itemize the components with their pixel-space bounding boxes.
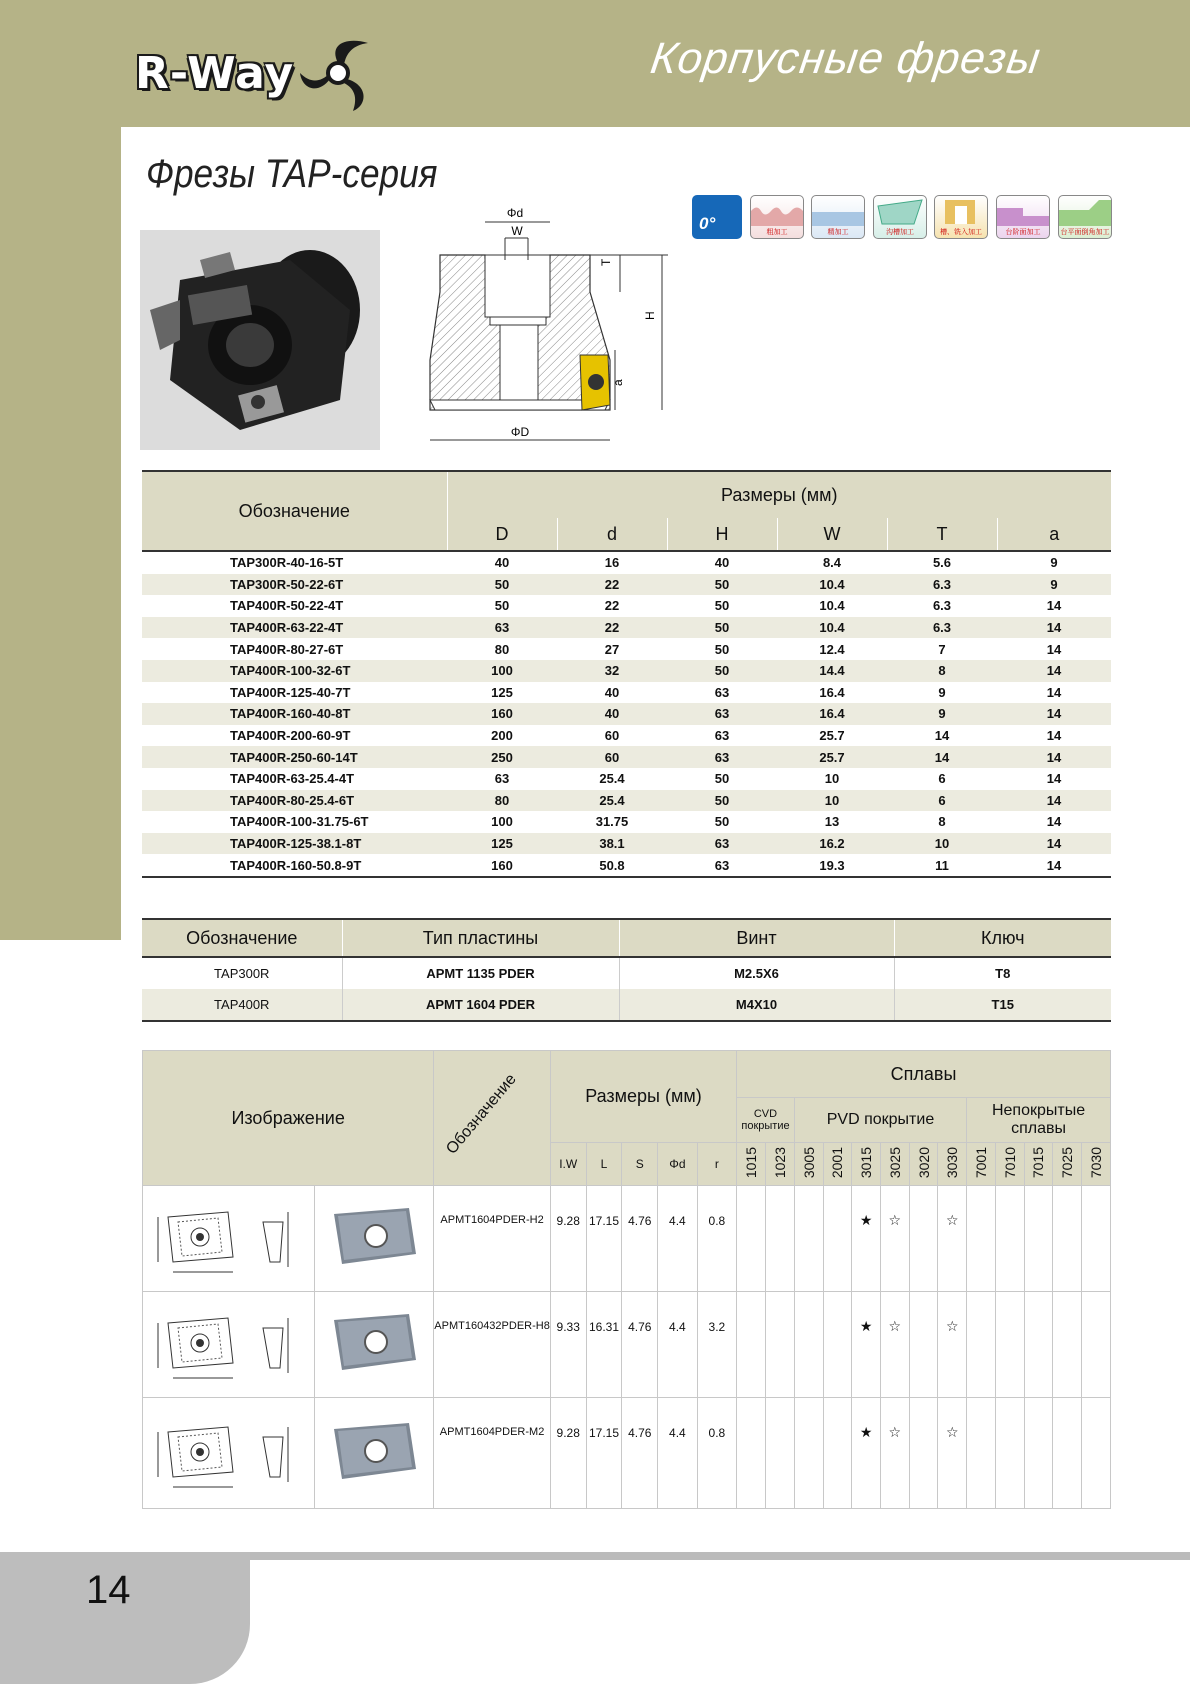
dims-value-cell: 63 — [667, 703, 777, 725]
dims-row — [142, 703, 1111, 725]
insert-grade-cell — [794, 1292, 823, 1398]
label-a: a — [611, 379, 625, 386]
dims-designation-cell: TAP400R-100-32-6T — [142, 660, 447, 682]
dims-value-cell: 40 — [604, 684, 620, 700]
dims-value-cell: 63 — [447, 617, 557, 639]
dims-value-cell: 40 — [494, 555, 510, 571]
insert-grade-cell — [995, 1292, 1024, 1398]
insert-grade-cell: ☆ — [880, 1186, 909, 1292]
insert-grade-cell — [909, 1292, 938, 1398]
insert-grade-cell — [967, 1186, 996, 1292]
finishing-icon: 精加工 — [811, 195, 865, 239]
insert-grade-header — [765, 1143, 794, 1186]
dims-value-cell: 22 — [604, 598, 620, 614]
dims-designation-cell: TAP400R-100-31.75-6T — [230, 814, 369, 830]
insert-grade-header — [1024, 1143, 1053, 1186]
dims-value-cell: 19.3 — [819, 857, 845, 873]
insert-grade-cell: ☆ — [880, 1292, 909, 1398]
dims-value-cell: 22 — [557, 574, 667, 596]
dims-value-cell: 11 — [935, 857, 949, 873]
insert-grade-label: 7015 — [1030, 1146, 1047, 1179]
product-photo — [140, 230, 380, 450]
parts-cell: APMT 1135 PDER — [342, 957, 619, 989]
insert-grade-cell — [1053, 1398, 1082, 1509]
dims-value-cell: 12.4 — [819, 641, 845, 657]
insert-dim-col-header: L — [586, 1143, 622, 1186]
dims-row — [142, 660, 1111, 682]
insert-row — [143, 1398, 1111, 1509]
insert-grade-label: 3020 — [915, 1146, 932, 1179]
parts-cell: T15 — [894, 989, 1111, 1021]
insert-dim-cell: 0.8 — [697, 1398, 736, 1509]
insert-dim-cell: 3.2 — [697, 1292, 736, 1398]
insert-grade-label: 2001 — [829, 1146, 846, 1179]
insert-grade-label: 3015 — [858, 1146, 875, 1179]
dims-value-cell: 25.4 — [599, 771, 625, 787]
dims-value-cell: 10.4 — [819, 598, 845, 614]
roughing-icon: 粗加工 — [750, 195, 804, 239]
dims-value-cell: 8 — [938, 814, 946, 830]
label-h: H — [643, 311, 657, 320]
dims-value-cell: 125 — [447, 833, 557, 855]
dims-value-cell: 50 — [714, 641, 730, 657]
col-a: a — [997, 518, 1111, 551]
dims-value-cell: 14 — [1046, 641, 1062, 657]
dims-value-cell: 5.6 — [932, 555, 952, 571]
logo — [135, 38, 378, 108]
insert-drawing-cell — [143, 1186, 315, 1292]
insert-grade-header — [823, 1143, 852, 1186]
insert-table — [142, 1050, 1111, 1509]
dims-value-cell: 9 — [997, 574, 1111, 596]
dims-value-cell: 9 — [887, 703, 997, 725]
parts-cell: T8 — [995, 966, 1011, 981]
insert-row — [143, 1292, 1111, 1398]
dims-value-cell: 50 — [447, 574, 557, 596]
dims-value-cell: 14 — [1046, 814, 1062, 830]
insert-photo-cell — [314, 1292, 434, 1398]
parts-cell: APMT 1604 PDER — [342, 989, 619, 1021]
parts-insert-header: Тип пластины — [342, 919, 619, 957]
left-band — [0, 127, 121, 940]
dims-value-cell: 14 — [1046, 598, 1062, 614]
dims-value-cell: 14 — [997, 660, 1111, 682]
dims-value-cell: 63 — [667, 746, 777, 768]
section-title: Фрезы TAP-серия — [146, 152, 438, 196]
dims-designation-cell: TAP400R-250-60-14T — [142, 746, 447, 768]
insert-dim-cell: 17.15 — [586, 1398, 622, 1509]
dims-value-cell: 50 — [714, 814, 730, 830]
insert-designation-header — [434, 1051, 551, 1186]
dims-value-cell: 14.4 — [777, 660, 887, 682]
step-icon: 台阶面加工 — [996, 195, 1050, 239]
insert-dims-header: Размеры (мм) — [550, 1051, 736, 1143]
insert-grade-cell: ☆ — [938, 1292, 967, 1398]
insert-grade-cell — [823, 1292, 852, 1398]
insert-grade-header — [909, 1143, 938, 1186]
shoulder-icon: 槽、铣入加工 — [934, 195, 988, 239]
insert-photo-cell — [314, 1186, 434, 1292]
insert-designation-cell: APMT160432PDER-H8 — [434, 1292, 551, 1398]
insert-grade-cell: ☆ — [938, 1398, 967, 1509]
insert-grade-cell — [1082, 1292, 1111, 1398]
dims-value-cell: 6.3 — [932, 598, 952, 614]
dims-value-cell: 60 — [604, 728, 620, 744]
insert-grade-cell — [1082, 1186, 1111, 1292]
insert-designation-cell: APMT1604PDER-H2 — [434, 1186, 551, 1292]
insert-dim-col-header: S — [622, 1143, 658, 1186]
parts-cell: TAP300R — [142, 957, 342, 989]
insert-grade-cell — [737, 1292, 766, 1398]
dims-value-cell: 63 — [714, 857, 730, 873]
dims-value-cell: 50 — [494, 598, 510, 614]
insert-grade-cell — [765, 1398, 794, 1509]
insert-grade-cell — [823, 1186, 852, 1292]
insert-image-header: Изображение — [143, 1051, 434, 1186]
insert-grade-label: 7030 — [1088, 1146, 1105, 1179]
insert-photo-icon — [324, 1202, 424, 1272]
dims-value-cell: 16 — [604, 555, 620, 571]
insert-dim-cell: 9.33 — [550, 1292, 586, 1398]
insert-dim-cell: 4.4 — [658, 1292, 697, 1398]
dims-value-cell: 6 — [938, 771, 946, 787]
dims-value-cell: 6.3 — [887, 617, 997, 639]
insert-grade-header — [880, 1143, 909, 1186]
dims-row — [142, 811, 1111, 833]
insert-photo-cell — [314, 1398, 434, 1509]
dims-value-cell: 100 — [491, 814, 513, 830]
milling-cutter-image — [140, 230, 380, 450]
zero-degree-icon: 0° — [692, 195, 742, 239]
dims-row — [142, 725, 1111, 747]
insert-grade-cell: ☆ — [938, 1186, 967, 1292]
insert-cvd-header: CVD покрытие — [737, 1098, 795, 1143]
dims-value-cell: 6.3 — [887, 574, 997, 596]
dims-designation-cell: TAP400R-160-50.8-9T — [230, 857, 362, 873]
dims-value-cell: 10 — [887, 833, 997, 855]
dims-value-cell: 63 — [667, 833, 777, 855]
dims-value-cell: 14 — [997, 617, 1111, 639]
dims-designation-cell: TAP400R-63-22-4T — [142, 617, 447, 639]
label-w: W — [511, 224, 523, 238]
dims-value-cell: 50 — [714, 598, 730, 614]
dims-designation-cell: TAP400R-160-40-8T — [142, 703, 447, 725]
insert-grade-cell — [1024, 1292, 1053, 1398]
dims-value-cell: 50 — [714, 771, 730, 787]
dims-row — [142, 682, 1111, 704]
dims-value-cell: 14 — [1046, 728, 1062, 744]
insert-grade-cell — [765, 1292, 794, 1398]
dims-value-cell: 40 — [714, 555, 730, 571]
insert-dim-col-header: r — [697, 1143, 736, 1186]
dims-value-cell: 14 — [887, 746, 997, 768]
insert-grade-label: 7001 — [972, 1146, 989, 1179]
dims-value-cell: 50 — [667, 790, 777, 812]
insert-dim-cell: 4.4 — [658, 1398, 697, 1509]
dims-value-cell: 6 — [887, 790, 997, 812]
insert-uncoated-header: Непокрытые сплавы — [967, 1098, 1111, 1143]
insert-dim-cell: 4.4 — [658, 1186, 697, 1292]
dims-designation-cell: TAP400R-50-22-4T — [230, 598, 344, 614]
insert-photo-icon — [324, 1308, 424, 1378]
dims-value-cell: 9 — [1050, 555, 1058, 571]
parts-row — [142, 989, 1111, 1021]
dims-value-cell: 14 — [1046, 771, 1062, 787]
insert-grade-label: 3030 — [944, 1146, 961, 1179]
dims-value-cell: 100 — [447, 660, 557, 682]
insert-dim-cell: 4.76 — [622, 1292, 658, 1398]
col-D: D — [447, 518, 557, 551]
insert-grade-header — [995, 1143, 1024, 1186]
dims-value-cell: 50 — [667, 574, 777, 596]
insert-drawing-cell — [143, 1398, 315, 1509]
insert-grade-cell — [967, 1398, 996, 1509]
dims-value-cell: 60 — [557, 746, 667, 768]
dims-row — [142, 574, 1111, 596]
insert-grade-header — [794, 1143, 823, 1186]
dims-value-cell: 31.75 — [595, 814, 629, 830]
insert-grade-cell — [1053, 1186, 1082, 1292]
face-icon: 台平面倒角加工 — [1058, 195, 1112, 239]
parts-screw-header: Винт — [619, 919, 894, 957]
dims-row — [142, 638, 1111, 660]
dims-value-cell: 14 — [997, 703, 1111, 725]
insert-grade-cell — [995, 1398, 1024, 1509]
insert-grade-label: 7025 — [1059, 1146, 1076, 1179]
insert-pvd-header: PVD покрытие — [794, 1098, 966, 1143]
col-W: W — [777, 518, 887, 551]
dims-value-cell: 16.4 — [819, 684, 845, 700]
insert-grade-label: 3005 — [800, 1146, 817, 1179]
insert-drawing-cell — [143, 1292, 315, 1398]
insert-grade-cell — [995, 1186, 1024, 1292]
dims-value-cell: 9 — [938, 684, 946, 700]
insert-drawing-icon — [148, 1192, 308, 1282]
dims-value-cell: 63 — [714, 684, 730, 700]
dims-value-cell: 125 — [491, 684, 513, 700]
dims-value-cell: 50.8 — [599, 857, 625, 873]
insert-dim-cell: 16.31 — [586, 1292, 622, 1398]
insert-dim-cell: 4.76 — [622, 1186, 658, 1292]
dims-row — [142, 833, 1111, 855]
insert-grade-label: 1015 — [743, 1146, 760, 1179]
dims-value-cell: 80 — [494, 641, 510, 657]
insert-dim-cell: 17.15 — [586, 1186, 622, 1292]
col-d: d — [557, 518, 667, 551]
dims-value-cell: 8 — [887, 660, 997, 682]
insert-grade-cell — [765, 1186, 794, 1292]
dims-row — [142, 595, 1111, 617]
insert-grade-label: 7010 — [1001, 1146, 1018, 1179]
insert-grade-header — [1053, 1143, 1082, 1186]
insert-designation-header-text: Обозначение — [443, 1070, 521, 1158]
parts-key-header: Ключ — [981, 927, 1025, 948]
dims-value-cell: 14 — [1046, 857, 1062, 873]
dims-value-cell: 14 — [997, 833, 1111, 855]
col-T: T — [887, 518, 997, 551]
parts-cell: M4X10 — [619, 989, 894, 1021]
insert-grade-cell — [794, 1186, 823, 1292]
slotting-icon: 沟槽加工 — [873, 195, 927, 239]
label-phi-D: ΦD — [510, 425, 530, 439]
insert-grade-cell — [1082, 1398, 1111, 1509]
insert-dim-cell: 0.8 — [697, 1186, 736, 1292]
dims-value-cell: 13 — [824, 814, 840, 830]
insert-drawing-icon — [148, 1407, 308, 1497]
label-phi-d: Φd — [506, 206, 524, 220]
label-t: T — [599, 258, 613, 266]
insert-grade-cell: ★ — [852, 1292, 881, 1398]
insert-grade-label: 1023 — [771, 1146, 788, 1179]
dims-row — [142, 768, 1111, 790]
parts-designation-header: Обозначение — [142, 919, 342, 957]
insert-grade-cell — [1053, 1292, 1082, 1398]
insert-grade-cell — [737, 1398, 766, 1509]
header-title: Корпусные фрезы — [647, 34, 1044, 83]
dims-value-cell: 16.4 — [777, 703, 887, 725]
dims-row — [142, 746, 1111, 768]
dims-value-cell: 22 — [557, 617, 667, 639]
dims-value-cell: 16.2 — [777, 833, 887, 855]
dims-designation-cell: TAP400R-63-25.4-4T — [230, 771, 355, 787]
insert-grade-cell — [737, 1186, 766, 1292]
insert-dim-col-header: Φd — [658, 1143, 697, 1186]
dims-value-cell: 14 — [1046, 684, 1062, 700]
insert-grade-cell: ☆ — [880, 1398, 909, 1509]
dims-designation-cell: TAP300R-50-22-6T — [142, 574, 447, 596]
insert-grade-cell — [794, 1398, 823, 1509]
insert-dim-cell: 4.76 — [622, 1398, 658, 1509]
dims-value-cell: 10.4 — [777, 617, 887, 639]
dims-value-cell: 63 — [714, 728, 730, 744]
insert-grade-label: 3025 — [886, 1146, 903, 1179]
dims-value-cell: 63 — [494, 771, 510, 787]
dims-value-cell: 8.4 — [822, 555, 842, 571]
insert-grade-header — [938, 1143, 967, 1186]
insert-grade-header — [967, 1143, 996, 1186]
dims-designation-cell: TAP400R-80-27-6T — [230, 641, 344, 657]
page-number: 14 — [86, 1568, 131, 1612]
insert-grade-header — [852, 1143, 881, 1186]
technical-drawing — [410, 200, 680, 455]
dims-value-cell: 40 — [557, 703, 667, 725]
dims-value-cell: 32 — [557, 660, 667, 682]
insert-grade-cell — [967, 1292, 996, 1398]
dims-value-cell: 7 — [938, 641, 946, 657]
dims-value-cell: 25.7 — [777, 746, 887, 768]
dims-value-cell: 250 — [447, 746, 557, 768]
dims-value-cell: 27 — [604, 641, 620, 657]
insert-grade-cell: ★ — [852, 1186, 881, 1292]
dims-designation-cell: TAP300R-40-16-5T — [230, 555, 344, 571]
parts-table — [142, 918, 1111, 1022]
dims-value-cell: 10 — [777, 790, 887, 812]
insert-dim-cell: 9.28 — [550, 1186, 586, 1292]
dims-value-cell: 14 — [997, 746, 1111, 768]
insert-grade-cell — [823, 1398, 852, 1509]
dims-value-cell: 50 — [667, 660, 777, 682]
dims-value-cell: 25.4 — [557, 790, 667, 812]
insert-photo-icon — [324, 1417, 424, 1487]
parts-cell: TAP400R — [142, 989, 342, 1021]
insert-dim-col-header: I.W — [550, 1143, 586, 1186]
insert-dim-cell: 9.28 — [550, 1398, 586, 1509]
dims-designation-cell: TAP400R-125-38.1-8T — [142, 833, 447, 855]
insert-grade-header — [737, 1143, 766, 1186]
dims-designation-header: Обозначение — [142, 471, 447, 551]
parts-row — [142, 957, 1111, 989]
dimensions-table — [142, 470, 1111, 878]
dims-value-cell: 160 — [447, 703, 557, 725]
insert-designation-cell: APMT1604PDER-M2 — [434, 1398, 551, 1509]
dims-value-cell: 25.7 — [819, 728, 845, 744]
insert-row — [143, 1186, 1111, 1292]
dims-value-cell: 10.4 — [777, 574, 887, 596]
dims-row — [142, 790, 1111, 812]
dims-designation-cell: TAP400R-80-25.4-6T — [142, 790, 447, 812]
insert-alloys-header: Сплавы — [737, 1051, 1111, 1098]
dims-value-cell: 10 — [824, 771, 840, 787]
dims-size-header: Размеры (мм) — [720, 484, 838, 505]
dims-value-cell: 160 — [491, 857, 513, 873]
col-H: H — [667, 518, 777, 551]
insert-grade-cell — [909, 1186, 938, 1292]
insert-grade-cell: ★ — [852, 1398, 881, 1509]
dims-row — [142, 617, 1111, 639]
insert-grade-cell — [909, 1398, 938, 1509]
dims-value-cell: 50 — [667, 617, 777, 639]
dims-designation-cell: TAP400R-200-60-9T — [230, 728, 351, 744]
dims-value-cell: 200 — [491, 728, 513, 744]
dims-row — [142, 551, 1111, 574]
insert-grade-cell — [1024, 1398, 1053, 1509]
dims-value-cell: 14 — [934, 728, 950, 744]
dims-row — [142, 854, 1111, 877]
parts-cell: M2.5X6 — [619, 957, 894, 989]
insert-grade-cell — [1024, 1186, 1053, 1292]
insert-grade-header — [1082, 1143, 1111, 1186]
dims-designation-cell: TAP400R-125-40-7T — [230, 684, 351, 700]
logo-triskelion-icon — [298, 33, 378, 113]
logo-text: R-Way — [135, 47, 295, 99]
dims-value-cell: 38.1 — [557, 833, 667, 855]
dims-value-cell: 80 — [447, 790, 557, 812]
dims-value-cell: 14 — [997, 790, 1111, 812]
insert-drawing-icon — [148, 1298, 308, 1388]
